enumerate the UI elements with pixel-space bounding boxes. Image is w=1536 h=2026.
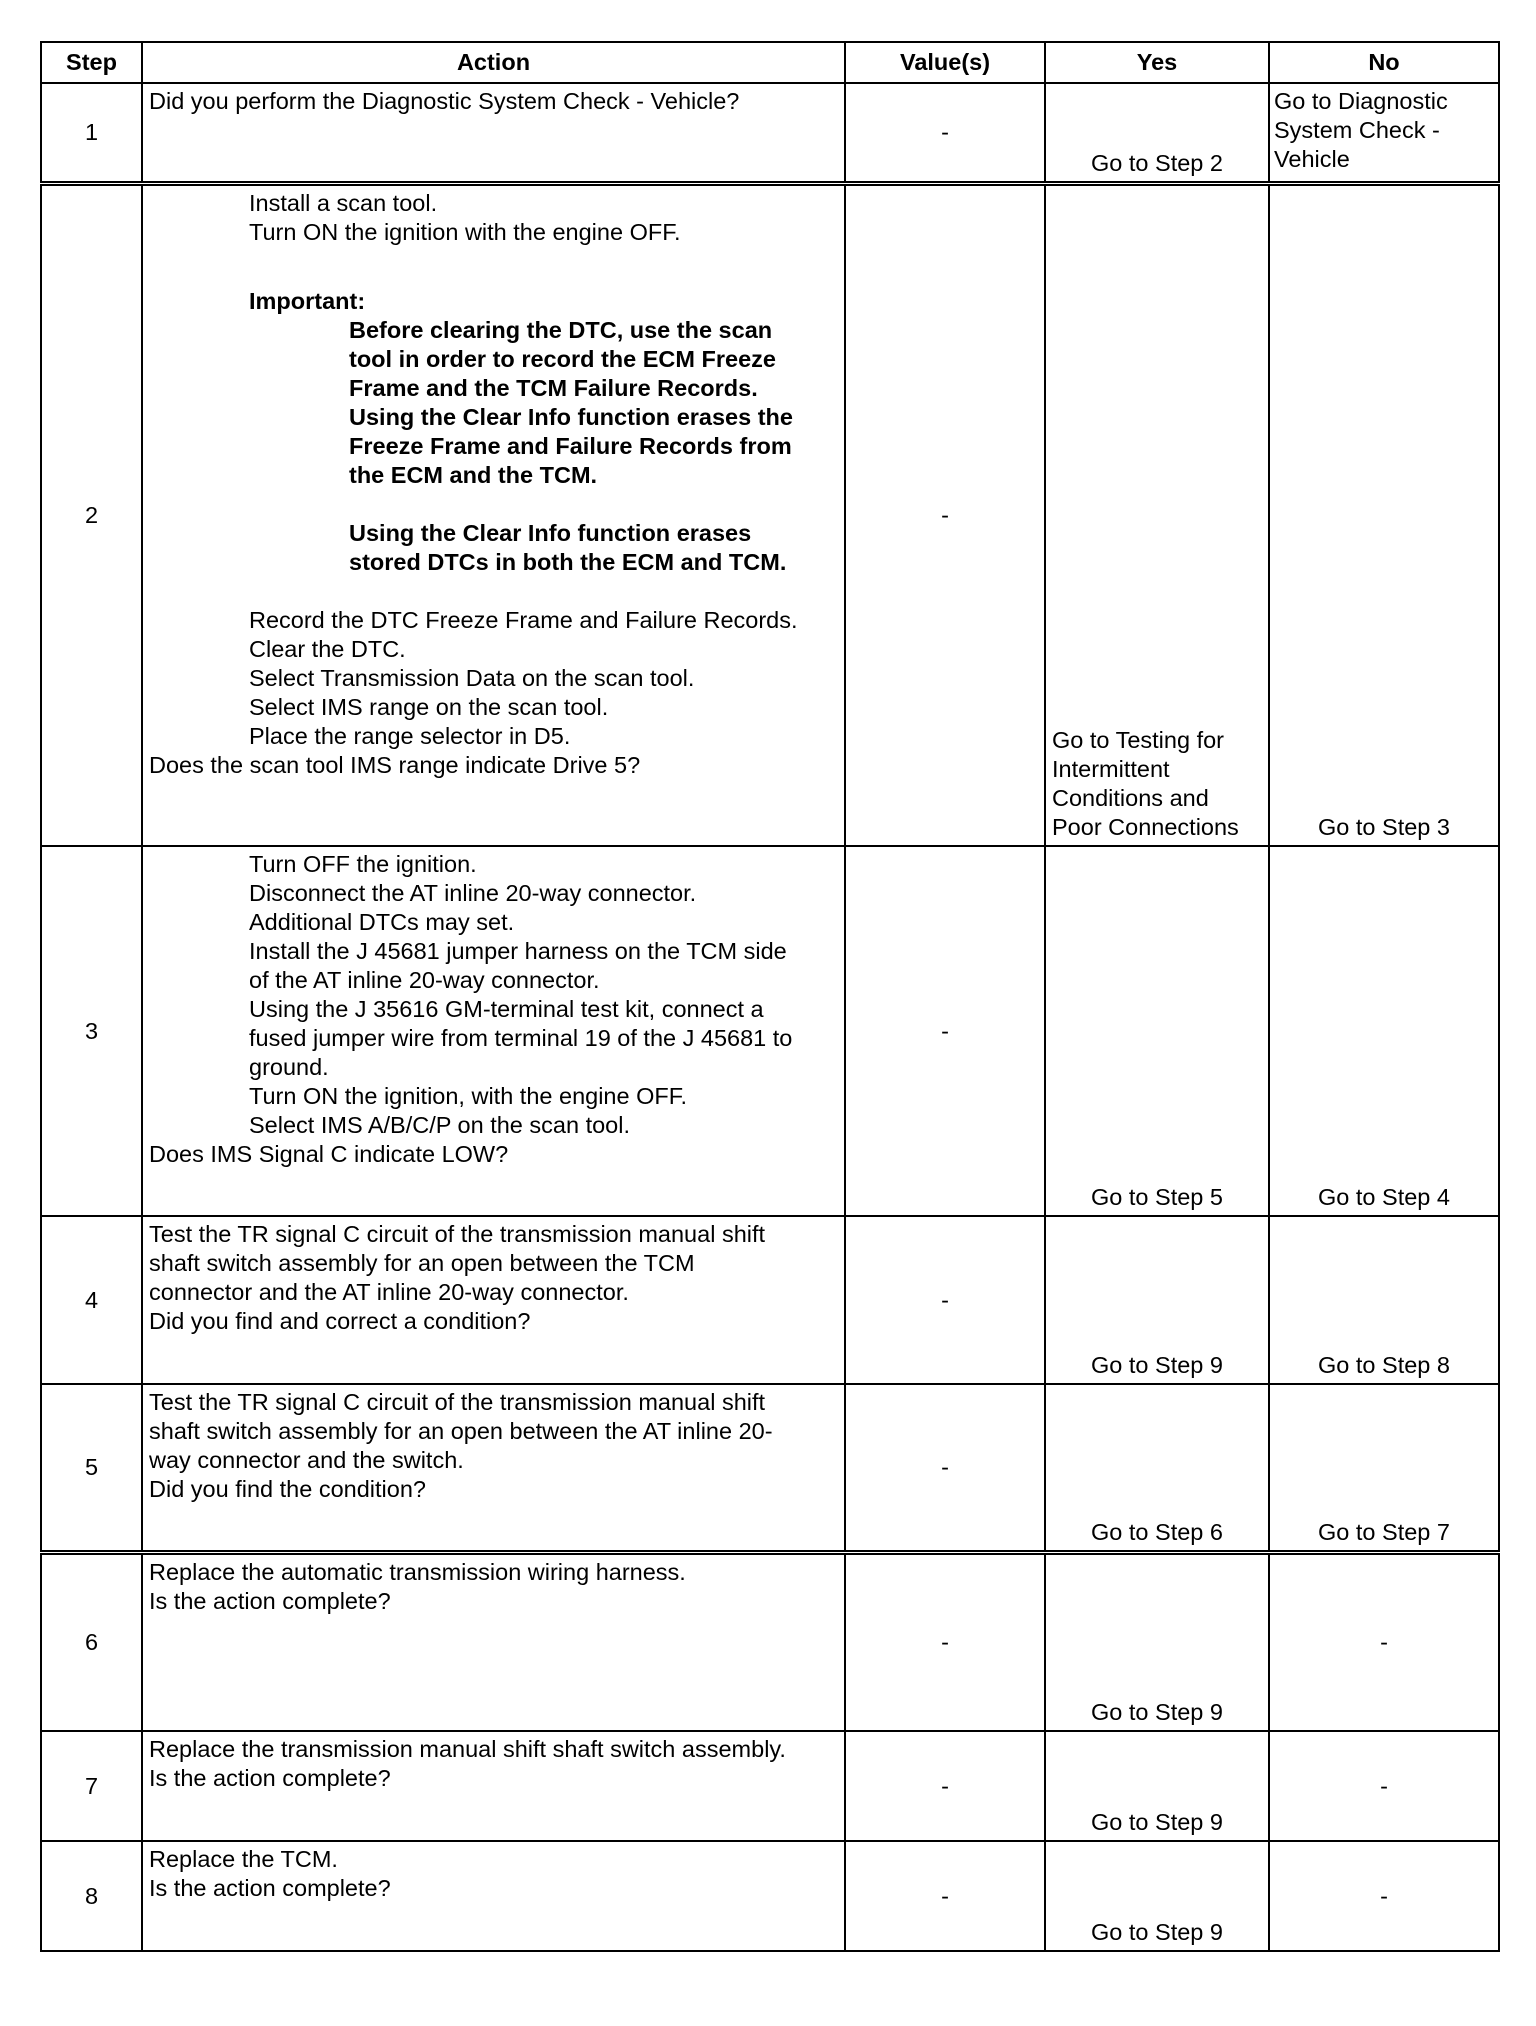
- important-line: Using the Clear Info function erases: [349, 519, 752, 546]
- no-cell: Go to Step 4: [1269, 846, 1499, 1216]
- action-line: Replace the transmission manual shift shaft switch assembly.: [149, 1736, 786, 1762]
- header-row: [41, 42, 1499, 83]
- header-no: No: [1269, 42, 1499, 83]
- value-cell: -: [845, 183, 1045, 846]
- action-line: shaft switch assembly for an open between the TCM: [149, 1250, 695, 1276]
- action-line: of the AT inline 20-way connector.: [249, 967, 600, 993]
- action-text: Did you perform the Diagnostic System Check - Vehicle?: [142, 83, 845, 183]
- header-action: Action: [142, 42, 845, 83]
- action-question: Does the scan tool IMS range indicate Drive 5?: [149, 751, 641, 778]
- value-cell: -: [845, 1384, 1045, 1552]
- no-cell: Go to Step 7: [1269, 1384, 1499, 1552]
- action-line: Clear the DTC.: [249, 635, 406, 662]
- value-cell: -: [845, 1731, 1045, 1841]
- important-line: Frame and the TCM Failure Records.: [349, 374, 758, 401]
- action-cell: [142, 1731, 845, 1841]
- action-question: Is the action complete?: [149, 1875, 391, 1901]
- action-line: Test the TR signal C circuit of the transmission manual shift: [149, 1221, 766, 1247]
- action-line: Test the TR signal C circuit of the transmission manual shift: [149, 1389, 766, 1415]
- action-line: Using the J 35616 GM-terminal test kit, connect a: [249, 996, 764, 1022]
- action-line: Install the J 45681 jumper harness on the TCM side: [249, 938, 787, 964]
- important-line: stored DTCs in both the ECM and TCM.: [349, 548, 787, 575]
- action-line: Disconnect the AT inline 20-way connector.: [249, 880, 697, 906]
- yes-cell: Go to Step 9: [1045, 1841, 1269, 1951]
- step-number: 3: [41, 846, 142, 1216]
- action-question: Is the action complete?: [149, 1765, 391, 1791]
- action-line: Select IMS range on the scan tool.: [249, 693, 609, 720]
- action-line: connector and the AT inline 20-way connector.: [149, 1279, 629, 1305]
- action-line: Record the DTC Freeze Frame and Failure Records.: [249, 606, 798, 633]
- yes-cell: Go to Step 9: [1045, 1216, 1269, 1384]
- action-line: ground.: [249, 1054, 329, 1080]
- value-cell: -: [845, 846, 1045, 1216]
- step-number: 7: [41, 1731, 142, 1841]
- no-cell: Go to Step 8: [1269, 1216, 1499, 1384]
- header-values: Value(s): [845, 42, 1045, 83]
- value-cell: -: [845, 83, 1045, 183]
- important-line: Before clearing the DTC, use the scan: [349, 316, 773, 343]
- action-line: Install a scan tool.: [249, 189, 438, 216]
- table-row: [41, 1384, 1499, 1552]
- important-label: Important:: [249, 287, 366, 314]
- yes-cell: Go to Step 9: [1045, 1731, 1269, 1841]
- no-cell: -: [1269, 1841, 1499, 1951]
- action-line: fused jumper wire from terminal 19 of the J 45681 to: [249, 1025, 793, 1051]
- action-cell: [142, 1552, 845, 1731]
- table-row: [41, 1731, 1499, 1841]
- action-line: Turn OFF the ignition.: [249, 851, 477, 877]
- action-line: Turn ON the ignition, with the engine OFF.: [249, 1083, 688, 1109]
- action-line: Place the range selector in D5.: [249, 722, 571, 749]
- action-line: Select Transmission Data on the scan tool.: [249, 664, 695, 691]
- yes-cell: Go to Step 5: [1045, 846, 1269, 1216]
- action-line: Turn ON the ignition with the engine OFF.: [249, 218, 681, 245]
- action-line: Replace the TCM.: [149, 1846, 338, 1872]
- value-cell: -: [845, 1841, 1045, 1951]
- yes-cell: Go to Step 6: [1045, 1384, 1269, 1552]
- action-question: Does IMS Signal C indicate LOW?: [149, 1141, 509, 1167]
- action-question: Did you find the condition?: [149, 1476, 426, 1502]
- header-yes: Yes: [1045, 42, 1269, 83]
- diagnostic-table: [40, 41, 1500, 1952]
- value-cell: -: [845, 1552, 1045, 1731]
- action-line: shaft switch assembly for an open between the AT inline 20-: [149, 1418, 773, 1444]
- action-cell: [142, 183, 845, 846]
- yes-cell: Go to Step 9: [1045, 1552, 1269, 1731]
- step-number: 1: [41, 83, 142, 183]
- important-line: Using the Clear Info function erases the: [349, 403, 793, 430]
- action-question: Did you find and correct a condition?: [149, 1308, 531, 1334]
- important-line: Freeze Frame and Failure Records from: [349, 432, 792, 459]
- step-number: 8: [41, 1841, 142, 1951]
- table-row: [41, 83, 1499, 183]
- no-cell: Go to Diagnostic System Check - Vehicle: [1269, 83, 1499, 183]
- yes-cell: Go to Step 2: [1045, 83, 1269, 183]
- yes-cell: Go to Testing for Intermittent Conditions and Poor Connections: [1045, 183, 1269, 846]
- step-number: 4: [41, 1216, 142, 1384]
- step-number: 6: [41, 1552, 142, 1731]
- action-line: Select IMS A/B/C/P on the scan tool.: [249, 1112, 630, 1138]
- action-line: Replace the automatic transmission wiring harness.: [149, 1558, 686, 1585]
- action-cell: [142, 1216, 845, 1384]
- step-number: 5: [41, 1384, 142, 1552]
- action-line: Additional DTCs may set.: [249, 909, 515, 935]
- no-cell: -: [1269, 1731, 1499, 1841]
- table-row: [41, 1552, 1499, 1731]
- action-cell: [142, 846, 845, 1216]
- action-question: Is the action complete?: [149, 1587, 391, 1614]
- action-cell: [142, 1841, 845, 1951]
- header-step: Step: [41, 42, 142, 83]
- table-row: [41, 183, 1499, 846]
- no-cell: -: [1269, 1552, 1499, 1731]
- table-row: [41, 1216, 1499, 1384]
- important-line: the ECM and the TCM.: [349, 461, 598, 488]
- table-row: [41, 846, 1499, 1216]
- table-row: [41, 1841, 1499, 1951]
- no-cell: Go to Step 3: [1269, 183, 1499, 846]
- value-cell: -: [845, 1216, 1045, 1384]
- important-line: tool in order to record the ECM Freeze: [349, 345, 776, 372]
- action-line: way connector and the switch.: [149, 1447, 464, 1473]
- step-number: 2: [41, 183, 142, 846]
- action-cell: [142, 1384, 845, 1552]
